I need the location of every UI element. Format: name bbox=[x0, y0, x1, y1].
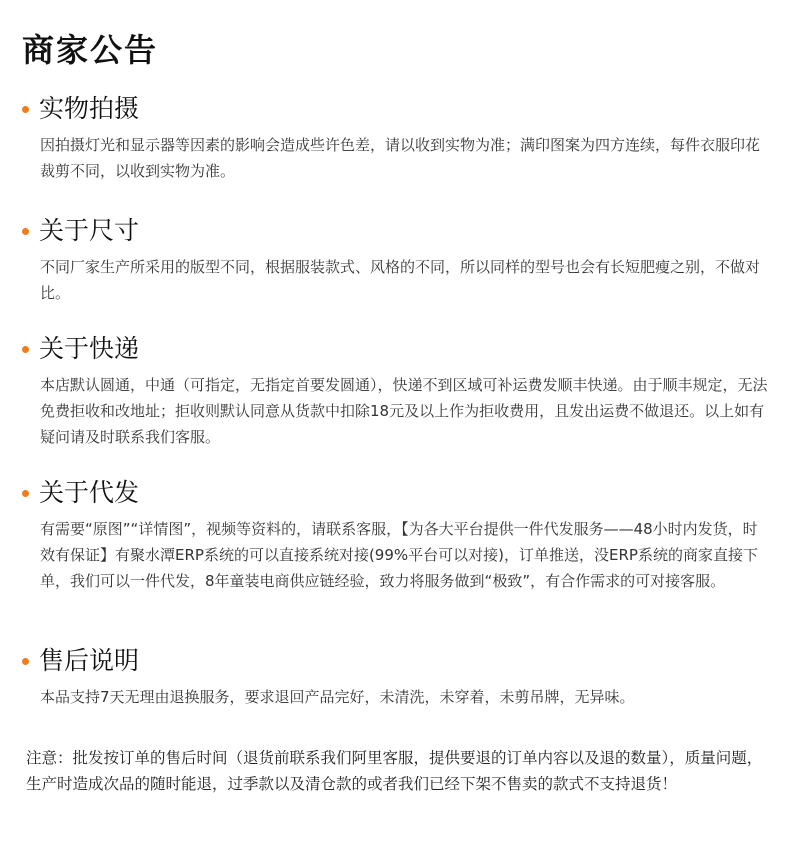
section-heading bbox=[22, 476, 772, 510]
section-dropshipping bbox=[22, 476, 772, 594]
section-text: 因拍摄灯光和显示器等因素的影响会造成些许色差，请以收到实物为准；满印图案为四方连续，每件衣服印花裁剪不同，以收到实物为准。 bbox=[40, 136, 761, 180]
bullet-dot-icon bbox=[22, 490, 29, 497]
section-shipping bbox=[22, 332, 772, 450]
section-text: 本店默认圆通，中通（可指定，无指定首要发圆通），快递不到区域可补运费发顺丰快递。由于顺丰规定，无法免费拒收和改地址；拒收则默认同意从货款中扣除18元及以上作为拒收费用，且发出运费不做退还。以上如有疑问请及时联系我们客服。 bbox=[40, 376, 768, 446]
bullet-dot-icon bbox=[22, 346, 29, 353]
section-heading bbox=[22, 332, 772, 366]
section-after-sales bbox=[22, 644, 772, 710]
section-title: 实物拍摄 bbox=[39, 94, 140, 123]
section-text: 有需要“原图”“详情图”，视频等资料的，请联系客服，【为各大平台提供一件代发服务——48小时内发货，时效有保证】有聚水潭ERP系统的可以直接系统对接(99%平台可以对接)，订单推送，没ERP系统的商家直接下单，我们可以一件代发，8年童装电商供应链经验，致力将服务做到“极致”，有合作需求的可对接客服。 bbox=[40, 520, 758, 590]
page-title: 商家公告 bbox=[22, 31, 159, 69]
section-heading bbox=[22, 644, 772, 678]
bullet-dot-icon bbox=[22, 658, 29, 665]
bullet-dot-icon bbox=[22, 228, 29, 235]
section-text: 不同厂家生产所采用的版型不同，根据服装款式、风格的不同，所以同样的型号也会有长短肥瘦之别，不做对比。 bbox=[40, 258, 761, 302]
section-photography bbox=[22, 92, 772, 184]
section-title: 关于快递 bbox=[39, 334, 140, 363]
section-text: 本品支持7天无理由退换服务，要求退回产品完好，未清洗，未穿着，未剪吊牌，无异味。 bbox=[40, 688, 635, 706]
section-title: 售后说明 bbox=[39, 646, 140, 675]
section-title: 关于代发 bbox=[39, 478, 140, 507]
section-size bbox=[22, 214, 772, 306]
notice-text: 注意：批发按订单的售后时间（退货前联系我们阿里客服，提供要退的订单内容以及退的数量），质量问题，生产时造成次品的随时能退，过季款以及清仓款的或者我们已经下架不售卖的款式不支持退货！ bbox=[26, 749, 763, 793]
section-heading bbox=[22, 214, 772, 248]
bullet-dot-icon bbox=[22, 106, 29, 113]
section-title: 关于尺寸 bbox=[39, 216, 140, 245]
section-heading bbox=[22, 92, 772, 126]
